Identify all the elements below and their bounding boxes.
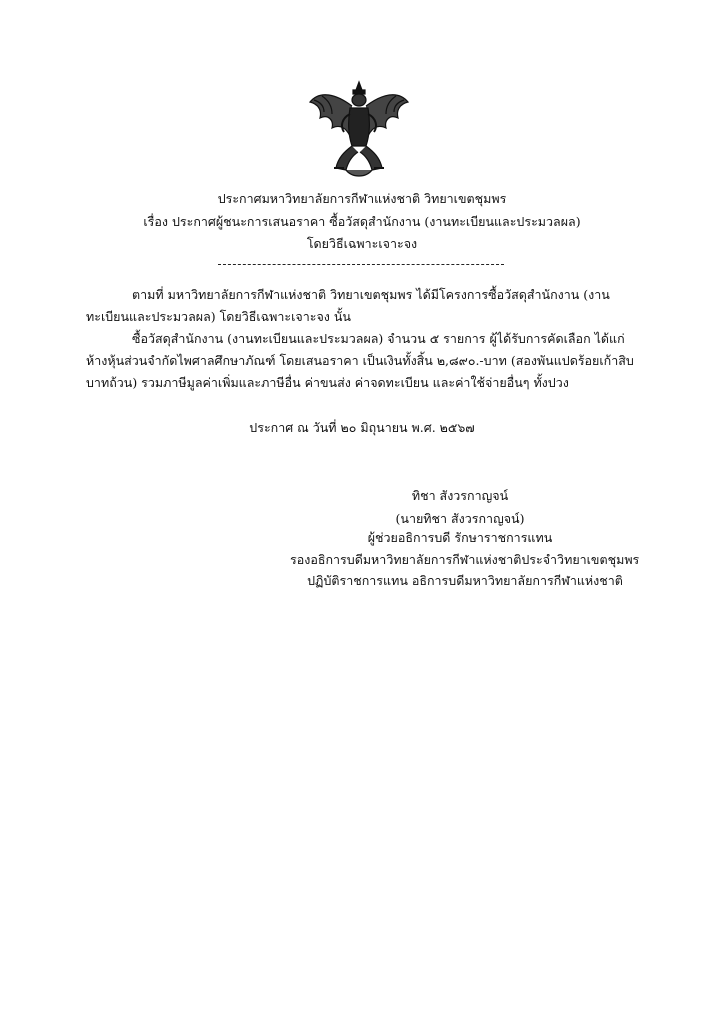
- announcement-title: ประกาศมหาวิทยาลัยการกีฬาแห่งชาติ วิทยาเขตชุมพร: [217, 191, 507, 206]
- header-divider: [218, 264, 504, 265]
- body-paragraph-2: ซื้อวัสดุสำนักงาน (งานทะเบียนและประมวลผล) จำนวน ๕ รายการ ผู้ได้รับการคัดเลือก ได้แก่ ห้างหุ้นส่วนจำกัดไพศาลศึกษาภัณฑ์ โดยเสนอราคา เป็นเงินทั้งสิ้น ๒,๘๙๐.-บาท (สองพันแปดร้อยเก้าสิบบาทถ้วน) รวมภาษีมูลค่าเพิ่มและภาษีอื่น ค่าขนส่ง ค่าจดทะเบียน และค่าใช้จ่ายอื่นๆ ทั้งปวง: [86, 331, 634, 390]
- signer-printed-name: (นายทิชา สังวรกาญจน์): [395, 511, 525, 526]
- garuda-emblem-icon: [306, 80, 412, 180]
- signer-position-2: รองอธิการบดีมหาวิทยาลัยการกีฬาแห่งชาติประจำวิทยาเขตชุมพร: [290, 552, 640, 567]
- announcement-date: ประกาศ ณ วันที่ ๒๐ มิถุนายน พ.ศ. ๒๕๖๗: [249, 420, 475, 435]
- procurement-method: โดยวิธีเฉพาะเจาะจง: [306, 236, 418, 251]
- body-paragraph-1: ตามที่ มหาวิทยาลัยการกีฬาแห่งชาติ วิทยาเขตชุมพร ได้มีโครงการซื้อวัสดุสำนักงาน (งานทะเบียนและประมวลผล) โดยวิธีเฉพาะเจาะจง นั้น: [86, 287, 610, 324]
- signature-handwritten: ทิชา สังวรกาญจน์: [411, 488, 509, 503]
- announcement-subject: เรื่อง ประกาศผู้ชนะการเสนอราคา ซื้อวัสดุสำนักงาน (งานทะเบียนและประมวลผล): [143, 214, 581, 229]
- signer-position-1: ผู้ช่วยอธิการบดี รักษาราชการแทน: [367, 530, 553, 545]
- signer-position-3: ปฏิบัติราชการแทน อธิการบดีมหาวิทยาลัยการกีฬาแห่งชาติ: [307, 573, 623, 588]
